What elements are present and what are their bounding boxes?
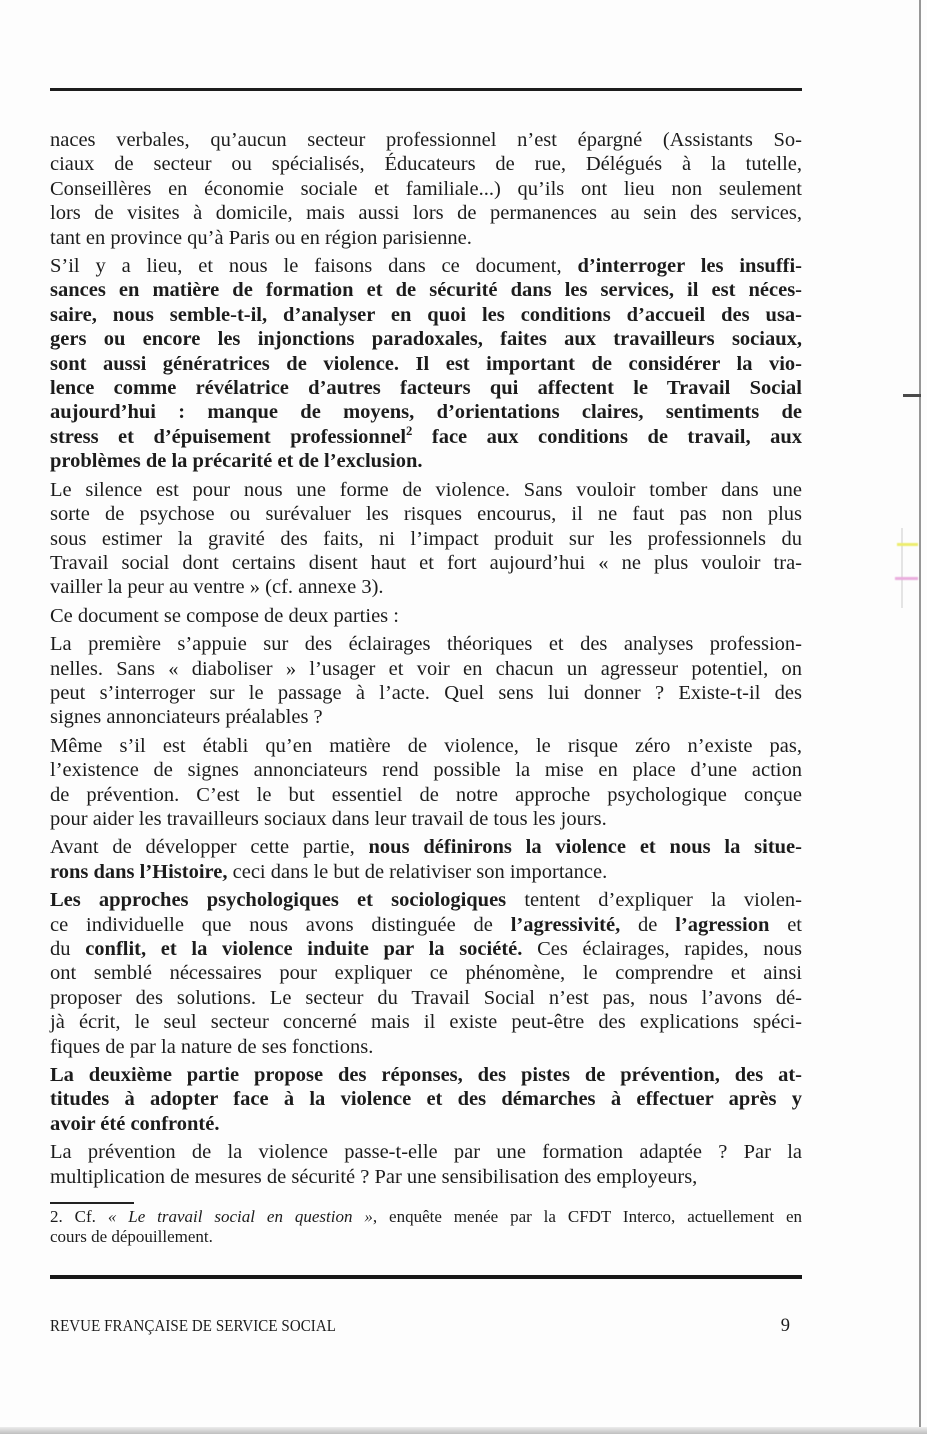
- footnote-line: [50, 1207, 802, 1227]
- text-segment: fiques de par la nature de ses fonctions.: [50, 1035, 374, 1058]
- paragraph: [50, 604, 802, 628]
- text-line: [50, 376, 802, 400]
- footer-rule: [50, 1275, 802, 1279]
- paragraph: [50, 632, 802, 730]
- text-segment: naces verbales, qu’aucun secteur professionnel n’est épargné (Assistants So-: [50, 129, 802, 151]
- text-line: [50, 1087, 802, 1111]
- text-segment: Conseillères en économie sociale et familiale...) qu’ils ont lieu non seulement: [50, 177, 802, 200]
- text-segment: conflit, et la violence induite par la société.: [85, 938, 523, 960]
- body-text: [50, 128, 802, 1189]
- text-segment: multiplication de mesures de sécurité ? Par une sensibilisation des employeurs,: [50, 1165, 698, 1188]
- highlight-mark-yellow: [897, 543, 918, 546]
- text-line: [50, 758, 802, 782]
- text-line: [50, 278, 802, 302]
- text-line: [50, 254, 802, 278]
- text-segment: lence comme révélatrice d’autres facteurs qui affectent le Travail Social: [50, 377, 802, 400]
- text-segment: 2. Cf.: [50, 1207, 108, 1226]
- paragraph: [50, 1063, 802, 1136]
- text-segment: jà écrit, le seul secteur concerné mais il existe peut-être des explications spéci-: [50, 1011, 802, 1034]
- paragraph: [50, 128, 802, 250]
- text-line: [50, 425, 802, 449]
- text-segment: pour aider les travailleurs sociaux dans leur travail de tous les jours.: [50, 807, 607, 830]
- text-segment: sances en matière de formation et de sécurité dans les services, il est néces-: [50, 279, 802, 302]
- text-segment: gers ou encore les injonctions paradoxales, faites aux travailleurs sociaux,: [50, 328, 802, 351]
- text-segment: proposer des solutions. Le secteur du Travail Social n’est pas, nous l’avons dé-: [50, 986, 802, 1009]
- text-line: [50, 937, 802, 961]
- text-segment: Même s’il est établi qu’en matière de violence, le risque zéro n’existe pas,: [50, 734, 802, 757]
- text-segment: S’il y a lieu, et nous le faisons dans ce document,: [50, 255, 578, 278]
- page-number: 9: [780, 1316, 790, 1336]
- text-line: [50, 734, 802, 758]
- text-segment: ceci dans le but de relativiser son importance.: [227, 860, 608, 883]
- text-segment: aujourd’hui : manque de moyens, d’orientations claires, sentiments de: [50, 401, 802, 424]
- text-segment: vailler la peur au ventre » (cf. annexe 3).: [50, 576, 384, 599]
- text-segment: de prévention. C’est le but essentiel de notre approche psychologique conçue: [50, 783, 802, 806]
- text-line: [50, 152, 802, 176]
- text-segment: Travail social dont certains disent haut et fort aujourd’hui « ne plus vouloir tra-: [50, 551, 802, 574]
- text-line: [50, 913, 802, 937]
- text-segment: signes annonciateurs préalables ?: [50, 706, 323, 729]
- text-segment: face aux conditions de travail, aux: [412, 425, 802, 448]
- text-line: [50, 400, 802, 424]
- paragraph: [50, 254, 802, 474]
- text-segment: cours de dépouillement.: [50, 1226, 213, 1246]
- text-line: [50, 575, 802, 599]
- text-segment: du: [50, 938, 86, 960]
- header-rule: [50, 88, 802, 91]
- footnote-rule: [50, 1202, 134, 1204]
- text-segment: tentent d’expliquer la violen-: [506, 889, 802, 912]
- text-line: [50, 986, 802, 1010]
- text-segment: problèmes de la précarité et de l’exclusion.: [50, 450, 423, 473]
- scan-edge-line: [919, 0, 921, 1434]
- text-segment: Ce document se compose de deux parties :: [50, 604, 399, 627]
- text-segment: rons dans l’Histoire,: [50, 860, 228, 883]
- text-segment: La deuxième partie propose des réponses, des pistes de prévention, des at-: [50, 1064, 802, 1087]
- text-segment: sorte de psychose ou surévaluer les risques encourus, il ne faut pas non plus: [50, 503, 802, 526]
- text-segment: titudes à adopter face à la violence et des démarches à effectuer après y: [50, 1088, 802, 1111]
- text-segment: ciaux de secteur ou spécialisés, Éducateurs de rue, Délégués à la tutelle,: [50, 153, 802, 176]
- text-line: [50, 860, 802, 884]
- footnote: [50, 1207, 802, 1246]
- text-segment: Ces éclairages, rapides, nous: [522, 938, 802, 960]
- text-segment: lors de visites à domicile, mais aussi lors de permanences au sein des services,: [50, 202, 802, 225]
- text-segment: sous estimer la gravité des faits, ni l’impact produit sur les professionnels du: [50, 527, 802, 550]
- text-line: [50, 478, 802, 502]
- text-line: [50, 783, 802, 807]
- text-line: [50, 449, 802, 473]
- text-segment: tant en province qu’à Paris ou en région parisienne.: [50, 226, 472, 249]
- text-line: [50, 1010, 802, 1034]
- text-line: [50, 657, 802, 681]
- text-segment: ce individuelle que nous avons distinguée de: [50, 913, 511, 936]
- text-segment: saire, nous semble-t-il, d’analyser en quoi les conditions d’accueil des usa-: [50, 303, 802, 326]
- text-line: [50, 502, 802, 526]
- page-footer: [50, 1316, 802, 1337]
- text-line: [50, 705, 802, 729]
- text-segment: avoir été confronté.: [50, 1112, 220, 1135]
- text-line: [50, 1035, 802, 1059]
- text-line: [50, 551, 802, 575]
- text-line: [50, 1140, 802, 1164]
- text-segment: l’agressivité,: [510, 913, 621, 936]
- text-line: [50, 177, 802, 201]
- text-segment: Avant de développer cette partie,: [50, 836, 369, 859]
- text-line: [50, 527, 802, 551]
- paragraph: [50, 734, 802, 832]
- text-line: [50, 888, 802, 912]
- text-segment: l’existence de signes annonciateurs rend possible la mise en place d’une action: [50, 759, 802, 782]
- journal-title: REVUE FRANÇAISE DE SERVICE SOCIAL: [50, 1316, 336, 1335]
- text-segment: , enquête menée par la CFDT Interco, actuellement en: [372, 1207, 803, 1226]
- paragraph: [50, 1140, 802, 1189]
- bottom-scan-band: [0, 1427, 927, 1434]
- footnote-reference: 2: [406, 424, 413, 439]
- text-segment: Les approches psychologiques et sociologiques: [50, 889, 507, 912]
- text-segment: nelles. Sans « diaboliser » l’usager et voir en chacun un agresseur potentiel, on: [50, 657, 802, 680]
- paragraph: [50, 835, 802, 884]
- text-line: [50, 1165, 802, 1189]
- text-segment: stress et d’épuisement professionnel: [50, 425, 407, 448]
- text-line: [50, 201, 802, 225]
- text-line: [50, 807, 802, 831]
- margin-streak: [901, 528, 903, 608]
- text-line: [50, 1063, 802, 1087]
- text-segment: sont aussi génératrices de violence. Il est important de considérer la vio-: [50, 352, 802, 375]
- footnote-line: [50, 1227, 802, 1247]
- text-segment: peut s’interroger sur le passage à l’acte. Quel sens lui donner ? Existe-t-il des: [50, 681, 802, 704]
- text-segment: nous définirons la violence et nous la situe-: [368, 836, 802, 859]
- text-segment: et: [769, 913, 802, 936]
- text-line: [50, 226, 802, 250]
- paragraph: [50, 478, 802, 600]
- text-line: [50, 327, 802, 351]
- text-line: [50, 604, 802, 628]
- text-line: [50, 961, 802, 985]
- text-line: [50, 352, 802, 376]
- text-segment: de: [620, 913, 676, 936]
- highlight-mark-pink: [895, 577, 918, 580]
- text-line: [50, 1112, 802, 1136]
- text-line: [50, 835, 802, 859]
- text-segment: « Le travail social en question »: [107, 1207, 373, 1226]
- text-line: [50, 681, 802, 705]
- text-line: [50, 303, 802, 327]
- text-segment: Le silence est pour nous une forme de violence. Sans vouloir tomber dans une: [50, 478, 802, 501]
- text-line: [50, 128, 802, 152]
- text-segment: ont semblé nécessaires pour expliquer ce phénomène, le comprendre et ainsi: [50, 962, 802, 985]
- text-segment: l’agression: [675, 913, 770, 936]
- margin-dash-mark: [903, 394, 921, 397]
- text-line: [50, 632, 802, 656]
- text-segment: La première s’appuie sur des éclairages théoriques et des analyses profession-: [50, 633, 802, 656]
- paragraph: [50, 888, 802, 1059]
- text-segment: d’interroger les insuffi-: [577, 255, 803, 278]
- text-segment: La prévention de la violence passe-t-elle par une formation adaptée ? Par la: [50, 1141, 802, 1164]
